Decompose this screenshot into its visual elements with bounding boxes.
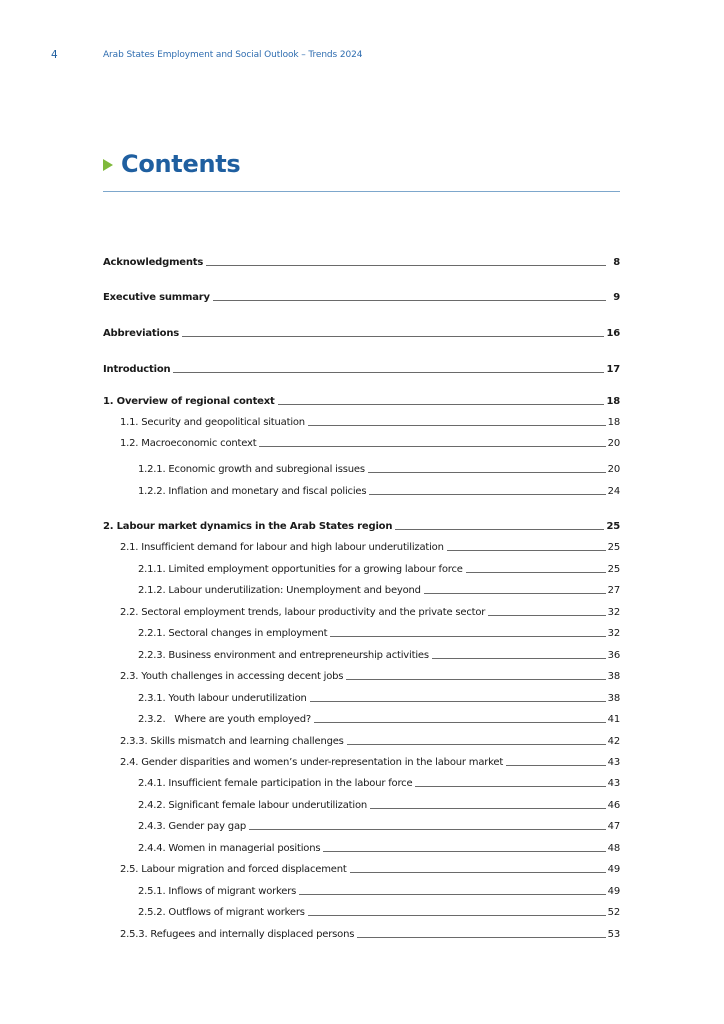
toc-label: Executive summary [103,292,210,303]
toc-leader [370,808,606,809]
toc-leader [206,265,606,266]
toc-label: Introduction [103,364,171,375]
toc-entry-2-3-1[interactable] [138,692,620,705]
toc-page-number: 38 [607,693,620,704]
toc-leader [415,786,605,787]
toc-page-number: 20 [607,438,620,449]
page-number: 4 [51,49,58,61]
toc-entry-1-2[interactable] [120,437,620,450]
toc-entry-2-2-1[interactable] [138,627,620,640]
toc-entry-chapter-1[interactable] [103,395,620,408]
toc-entry-executive-summary[interactable] [103,291,620,304]
toc-entry-2-2-3[interactable] [138,649,620,662]
toc-entry-1-2-2[interactable] [138,485,620,498]
toc-leader [357,937,605,938]
toc-entry-2-5-1[interactable] [138,885,620,898]
toc-leader [368,472,606,473]
toc-page-number: 38 [607,671,620,682]
toc-leader [432,658,606,659]
toc-page-number: 47 [607,821,620,832]
toc-page-number: 36 [607,650,620,661]
toc-entry-abbreviations[interactable] [103,327,620,340]
running-header: Arab States Employment and Social Outlook – Trends 2024 [103,50,363,60]
toc-page-number: 24 [607,486,620,497]
toc-entry-2-5-2[interactable] [138,906,620,919]
toc-entry-2-3[interactable] [120,670,620,683]
toc-label: 2.3. Youth challenges in accessing decent jobs [120,671,344,682]
toc-page-number: 49 [607,864,620,875]
toc-leader [395,529,604,530]
toc-page-number: 41 [607,714,620,725]
toc-leader [323,851,605,852]
toc-entry-2-2[interactable] [120,606,620,619]
toc-leader [308,915,606,916]
toc-label: 1. Overview of regional context [103,396,275,407]
toc-entry-acknowledgments[interactable] [103,256,620,269]
toc-leader [278,404,605,405]
toc-entry-2-4-3[interactable] [138,820,620,833]
toc-page-number: 53 [607,929,620,940]
toc-label: 2.4.3. Gender pay gap [138,821,247,832]
toc-page-number: 8 [613,257,620,268]
toc-label: 2.4.1. Insufficient female participation in the labour force [138,778,413,789]
toc-leader [350,872,606,873]
toc-label: Acknowledgments [103,257,204,268]
toc-entry-2-1-1[interactable] [138,563,620,576]
toc-label: 2.4. Gender disparities and women’s under-representation in the labour market [120,757,504,768]
toc-page-number: 25 [606,521,620,532]
toc-label: 2.5.3. Refugees and internally displaced persons [120,929,355,940]
toc-page-number: 27 [607,585,620,596]
triangle-arrow-icon [103,159,113,171]
toc-page-number: 43 [607,778,620,789]
toc-leader [330,636,605,637]
toc-leader [308,425,606,426]
toc-entry-1-2-1[interactable] [138,463,620,476]
toc-page-number: 49 [607,886,620,897]
toc-page-number: 25 [607,564,620,575]
toc-leader [466,572,606,573]
toc-page-number: 46 [607,800,620,811]
toc-label: Abbreviations [103,328,180,339]
toc-leader [346,679,605,680]
toc-label: 2.3.1. Youth labour underutilization [138,693,307,704]
toc-label: 1.2. Macroeconomic context [120,438,257,449]
page-title: Contents [121,150,241,178]
toc-label: 2.5.1. Inflows of migrant workers [138,886,297,897]
toc-leader [488,615,605,616]
toc-label: 2.2. Sectoral employment trends, labour productivity and the private sector [120,607,486,618]
toc-label: 2.1. Insufficient demand for labour and high labour underutilization [120,542,444,553]
toc-leader [173,372,604,373]
toc-label: 2.5. Labour migration and forced displacement [120,864,347,875]
toc-leader [424,593,606,594]
toc-page-number: 20 [607,464,620,475]
toc-leader [310,701,606,702]
toc-entry-2-1[interactable] [120,541,620,554]
toc-entry-2-1-2[interactable] [138,584,620,597]
toc-label: 2.3.3. Skills mismatch and learning challenges [120,736,344,747]
toc-page-number: 42 [607,736,620,747]
toc-entry-2-5[interactable] [120,863,620,876]
toc-entry-introduction[interactable] [103,363,620,376]
toc-entry-2-4-4[interactable] [138,842,620,855]
toc-page-number: 32 [607,607,620,618]
toc-leader [259,446,605,447]
toc-label: 2.5.2. Outflows of migrant workers [138,907,305,918]
toc-entry-2-4[interactable] [120,756,620,769]
toc-label: 2.1.2. Labour underutilization: Unemployment and beyond [138,585,421,596]
toc-leader [213,300,606,301]
toc-page-number: 18 [606,396,620,407]
toc-leader [369,494,605,495]
toc-leader [447,550,606,551]
toc-page-number: 17 [606,364,620,375]
toc-label: 2.2.1. Sectoral changes in employment [138,628,328,639]
toc-page-number: 16 [606,328,620,339]
toc-entry-chapter-2[interactable] [103,520,620,533]
toc-entry-2-5-3[interactable] [120,928,620,941]
toc-label: 2.2.3. Business environment and entrepreneurship activities [138,650,429,661]
toc-label: 2. Labour market dynamics in the Arab States region [103,521,393,532]
toc-entry-2-3-2[interactable] [138,713,620,726]
toc-label: 2.3.2. Where are youth employed? [138,714,311,725]
toc-label: 1.2.1. Economic growth and subregional issues [138,464,365,475]
toc-page-number: 43 [607,757,620,768]
toc-leader [347,744,606,745]
toc-entry-1-1[interactable] [120,416,620,429]
toc-label: 2.4.4. Women in managerial positions [138,843,321,854]
toc-label: 2.1.1. Limited employment opportunities for a growing labour force [138,564,463,575]
toc-leader [299,894,606,895]
toc-leader [314,722,606,723]
toc-entry-2-4-2[interactable] [138,799,620,812]
toc-entry-2-3-3[interactable] [120,735,620,748]
toc-label: 2.4.2. Significant female labour underutilization [138,800,368,811]
toc-page-number: 18 [607,417,620,428]
toc-label: 1.2.2. Inflation and monetary and fiscal policies [138,486,367,497]
toc-page-number: 48 [607,843,620,854]
toc-entry-2-4-1[interactable] [138,777,620,790]
toc-page-number: 9 [613,292,620,303]
toc-leader [249,829,606,830]
toc-page-number: 32 [607,628,620,639]
title-divider [103,191,620,192]
contents-title-row [103,150,620,178]
toc-page-number: 52 [607,907,620,918]
toc-page-number: 25 [607,542,620,553]
toc-leader [506,765,606,766]
toc-label: 1.1. Security and geopolitical situation [120,417,305,428]
toc-leader [182,336,604,337]
